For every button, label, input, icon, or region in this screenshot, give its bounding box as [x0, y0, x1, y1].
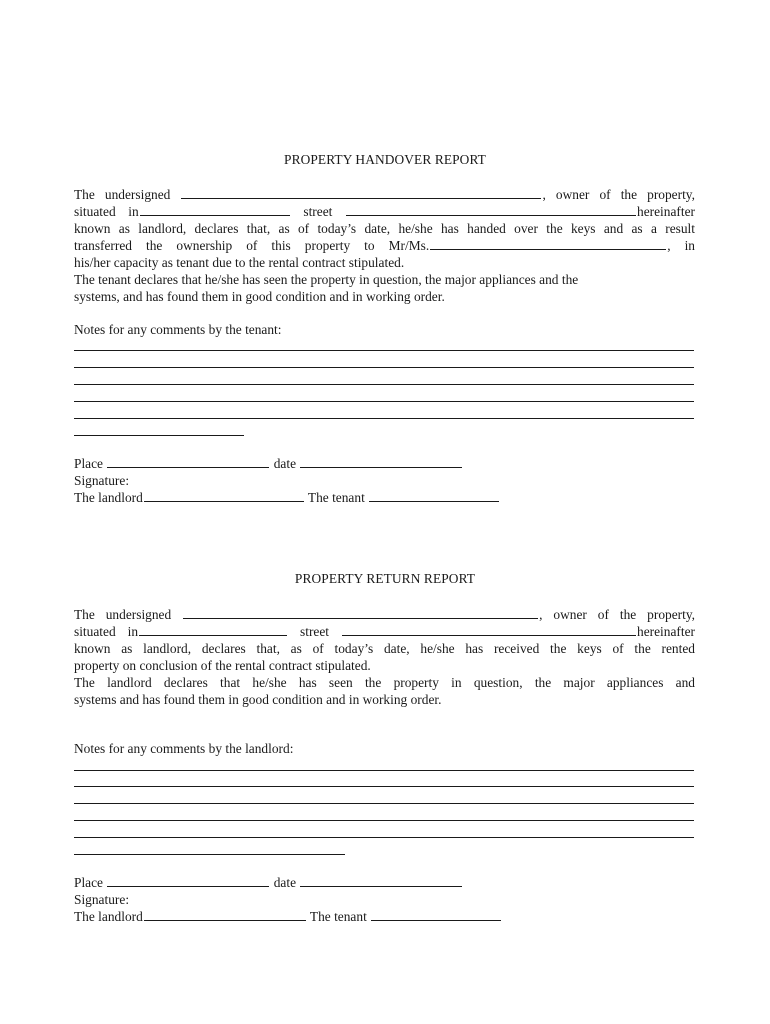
handover-line-5: his/her capacity as tenant due to the rental contract stipulated.: [74, 255, 405, 270]
handover-notes-line-5[interactable]: [74, 418, 694, 419]
return-place-date: Place date: [74, 874, 463, 891]
handover-line-situated: situated in street hereinafter: [74, 204, 695, 219]
handover-notes-line-4[interactable]: [74, 401, 694, 402]
handover-tenant-name-field[interactable]: [430, 237, 666, 250]
handover-city-field[interactable]: [140, 203, 290, 216]
handover-notes-line-3[interactable]: [74, 384, 694, 385]
return-line-undersigned: The undersigned , owner of the property,: [74, 607, 695, 622]
handover-notes-line-1[interactable]: [74, 350, 694, 351]
handover-line-undersigned: The undersigned , owner of the property,: [74, 187, 695, 202]
handover-tenant-signature-field[interactable]: [369, 489, 499, 502]
return-notes-line-2[interactable]: [74, 786, 694, 787]
handover-line-7: systems, and has found them in good condition and in working order.: [74, 289, 445, 304]
return-notes-line-3[interactable]: [74, 803, 694, 804]
handover-notes-line-6[interactable]: [74, 435, 244, 436]
return-line-3: known as landlord, declares that, as of today’s date, he/she has received the keys of the rented: [74, 641, 695, 656]
return-landlord-signature-field[interactable]: [144, 908, 306, 921]
return-undersigned-field[interactable]: [183, 606, 538, 619]
handover-street-field[interactable]: [346, 203, 636, 216]
handover-line-6: The tenant declares that he/she has seen the property in question, the major appliances and the: [74, 272, 579, 287]
return-line-situated: situated in street hereinafter: [74, 624, 695, 639]
return-tenant-signature-field[interactable]: [371, 908, 501, 921]
return-notes-line-1[interactable]: [74, 770, 694, 771]
handover-notes-label: Notes for any comments by the tenant:: [74, 322, 282, 337]
return-notes-line-6[interactable]: [74, 854, 345, 855]
handover-signatures: The landlord The tenant: [74, 489, 500, 506]
handover-landlord-signature-field[interactable]: [144, 489, 304, 502]
return-date-field[interactable]: [300, 874, 462, 887]
return-line-4: property on conclusion of the rental contract stipulated.: [74, 658, 371, 673]
handover-notes-line-2[interactable]: [74, 367, 694, 368]
return-notes-label: Notes for any comments by the landlord:: [74, 741, 294, 756]
return-city-field[interactable]: [139, 623, 287, 636]
return-street-field[interactable]: [342, 623, 636, 636]
return-place-field[interactable]: [107, 874, 269, 887]
return-notes-line-5[interactable]: [74, 837, 694, 838]
handover-title: PROPERTY HANDOVER REPORT: [284, 152, 486, 167]
handover-signature-label: Signature:: [74, 473, 130, 488]
return-signature-label: Signature:: [74, 892, 130, 907]
handover-line-3: known as landlord, declares that, as of today’s date, he/she has handed over the keys and as a result: [74, 221, 695, 236]
return-line-5: The landlord declares that he/she has seen the property in question, the major appliances and: [74, 675, 695, 690]
return-line-6: systems and has found them in good condition and in working order.: [74, 692, 442, 707]
handover-place-date: Place date: [74, 455, 463, 472]
return-title: PROPERTY RETURN REPORT: [294, 571, 476, 586]
handover-date-field[interactable]: [300, 455, 462, 468]
handover-place-field[interactable]: [107, 455, 269, 468]
handover-undersigned-field[interactable]: [181, 186, 541, 199]
return-signatures: The landlord The tenant: [74, 908, 502, 925]
handover-line-transfer: transferred the ownership of this property to Mr/Ms. , in: [74, 238, 695, 253]
return-notes-line-4[interactable]: [74, 820, 694, 821]
